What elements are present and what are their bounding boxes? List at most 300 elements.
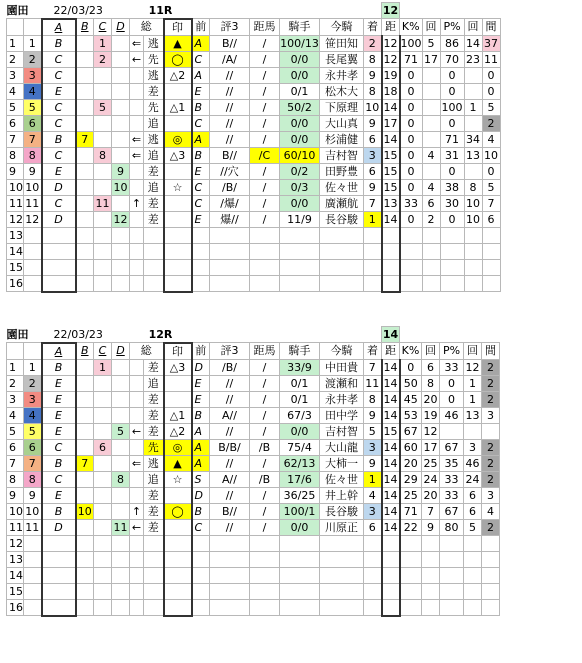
cell-no[interactable]: 1 (7, 35, 24, 51)
cell-chaku[interactable] (364, 227, 382, 243)
cell-kishu[interactable] (280, 275, 320, 292)
cell-waku[interactable] (24, 259, 42, 275)
cell-waku[interactable] (24, 551, 42, 567)
cell-mark[interactable] (164, 535, 192, 551)
cell-kyoba[interactable]: / (250, 407, 280, 423)
cell-d[interactable]: 12 (113, 212, 128, 226)
cell-k[interactable]: 0 (400, 147, 423, 163)
cell-mark[interactable] (164, 551, 192, 567)
cell-b[interactable] (76, 391, 94, 407)
cell-sou[interactable]: 差 (144, 519, 164, 535)
cell-p[interactable]: 46 (440, 407, 464, 423)
cell-mark[interactable]: △3 (164, 147, 192, 163)
cell-c[interactable]: 5 (94, 99, 112, 115)
cell-kan[interactable]: 6 (482, 211, 500, 227)
cell-kyoba[interactable]: / (250, 195, 280, 211)
cell-k[interactable]: 0 (400, 83, 423, 99)
cell-hyo[interactable] (210, 275, 250, 292)
cell-a[interactable] (42, 227, 76, 243)
cell-no[interactable]: 3 (7, 67, 24, 83)
column-header[interactable]: 評3 (210, 19, 250, 36)
cell-k[interactable]: 20 (400, 455, 422, 471)
cell-k[interactable]: 53 (400, 407, 422, 423)
cell-sou[interactable] (144, 275, 164, 292)
cell-mae[interactable] (192, 583, 210, 599)
cell-kai2[interactable] (464, 67, 482, 83)
cell-kyoba[interactable] (250, 599, 280, 616)
column-header[interactable]: 間 (482, 19, 500, 36)
cell-kai2[interactable]: 14 (466, 36, 480, 50)
column-header[interactable]: 回 (422, 19, 440, 36)
cell-arrow[interactable] (130, 211, 144, 227)
cell-kan[interactable]: 3 (482, 487, 500, 503)
cell-kan[interactable]: 2 (482, 455, 500, 471)
cell-imaki[interactable]: 川原正 (320, 519, 364, 535)
cell-kishu[interactable]: 60/10 (280, 147, 320, 163)
cell-kyori[interactable]: 14 (383, 472, 398, 486)
cell-no[interactable]: 6 (7, 439, 24, 455)
cell-d[interactable] (112, 99, 130, 115)
cell-kyori[interactable]: 17 (383, 116, 398, 130)
cell-kai2[interactable]: 1 (464, 99, 482, 115)
cell-no[interactable]: 14 (7, 243, 24, 259)
cell-kai[interactable]: 6 (422, 359, 440, 375)
cell-d[interactable] (112, 439, 130, 455)
cell-a[interactable] (42, 275, 76, 292)
cell-sou[interactable]: 差 (144, 487, 164, 503)
cell-d[interactable] (112, 83, 130, 99)
cell-imaki[interactable] (320, 259, 364, 275)
cell-b[interactable] (76, 439, 94, 455)
cell-chaku[interactable]: 9 (364, 67, 382, 83)
cell-mae[interactable] (192, 243, 210, 259)
cell-kyoba[interactable]: / (250, 115, 280, 131)
cell-no[interactable]: 7 (7, 455, 24, 471)
cell-hyo[interactable]: B/B/ (210, 439, 250, 455)
cell-a[interactable]: D (42, 179, 76, 195)
cell-kai2[interactable]: 46 (465, 456, 480, 470)
cell-kishu[interactable]: 50/2 (280, 99, 320, 115)
cell-no[interactable]: 3 (7, 391, 24, 407)
cell-arrow[interactable] (130, 407, 144, 423)
cell-chaku[interactable]: 5 (364, 423, 382, 439)
cell-p[interactable]: 70 (440, 51, 464, 67)
cell-kyori[interactable] (382, 535, 400, 551)
cell-chaku[interactable]: 8 (364, 83, 382, 99)
cell-no[interactable]: 12 (7, 535, 24, 551)
cell-a[interactable]: C (42, 99, 76, 115)
cell-imaki[interactable]: 吉村智 (320, 147, 364, 163)
cell-kai[interactable]: 8 (422, 375, 440, 391)
column-header[interactable]: B (76, 343, 94, 360)
cell-mae[interactable]: C (192, 51, 210, 67)
cell-waku[interactable]: 9 (24, 487, 42, 503)
cell-imaki[interactable]: 井上幹 (320, 487, 364, 503)
cell-mae[interactable] (192, 227, 210, 243)
cell-sou[interactable] (144, 535, 164, 551)
cell-c[interactable] (94, 423, 112, 439)
cell-b[interactable] (76, 583, 94, 599)
cell-kishu[interactable]: 0/0 (280, 195, 320, 211)
cell-waku[interactable]: 11 (24, 195, 42, 211)
column-header[interactable]: 距馬 (250, 19, 280, 36)
cell-arrow[interactable]: ↑ (130, 503, 144, 519)
cell-imaki[interactable] (320, 583, 364, 599)
cell-p[interactable]: 38 (440, 179, 464, 195)
cell-hyo[interactable]: // (210, 115, 250, 131)
cell-mark[interactable] (164, 599, 192, 616)
cell-b[interactable]: 7 (76, 131, 94, 147)
cell-mae[interactable]: E (192, 375, 210, 391)
cell-kyori[interactable]: 14 (383, 504, 398, 518)
cell-mark[interactable]: ◯ (164, 503, 192, 519)
cell-hyo[interactable]: // (210, 131, 250, 147)
cell-p[interactable]: 0 (440, 211, 464, 227)
cell-imaki[interactable]: 田野豊 (320, 163, 364, 179)
cell-d[interactable] (112, 115, 130, 131)
cell-kyori[interactable] (382, 583, 400, 599)
cell-waku[interactable] (24, 275, 42, 292)
cell-arrow[interactable] (130, 163, 144, 179)
cell-p[interactable] (440, 567, 464, 583)
cell-sou[interactable] (144, 227, 164, 243)
cell-kan[interactable]: 2 (482, 471, 500, 487)
cell-imaki[interactable] (320, 243, 364, 259)
cell-mark[interactable]: ☆ (164, 179, 192, 195)
cell-kishu[interactable]: 17/6 (280, 471, 320, 487)
cell-kishu[interactable]: 62/13 (280, 455, 320, 471)
cell-kai2[interactable]: 34 (466, 132, 480, 146)
cell-p[interactable]: 100 (441, 100, 463, 114)
cell-sou[interactable]: 差 (144, 391, 164, 407)
column-header[interactable]: 回 (464, 19, 482, 36)
column-header[interactable]: 今騎 (320, 19, 364, 36)
cell-d[interactable] (112, 147, 130, 163)
cell-mark[interactable]: △1 (164, 407, 192, 423)
cell-mae[interactable]: C (192, 195, 210, 211)
cell-arrow[interactable]: ⇐ (130, 131, 144, 147)
cell-waku[interactable]: 3 (24, 391, 42, 407)
cell-kai[interactable] (422, 551, 440, 567)
cell-chaku[interactable]: 9 (364, 455, 382, 471)
cell-k[interactable]: 0 (400, 179, 423, 195)
cell-sou[interactable] (144, 551, 164, 567)
cell-kai[interactable]: 20 (423, 392, 438, 406)
cell-sou[interactable] (144, 567, 164, 583)
cell-a[interactable] (42, 243, 76, 259)
cell-kyoba[interactable]: / (250, 519, 280, 535)
cell-kai2[interactable] (464, 551, 482, 567)
cell-waku[interactable]: 12 (24, 211, 42, 227)
cell-kan[interactable]: 5 (482, 179, 500, 195)
cell-hyo[interactable]: /爆/ (210, 195, 250, 211)
cell-imaki[interactable]: 杉浦健 (320, 131, 364, 147)
cell-k[interactable]: 45 (400, 391, 422, 407)
cell-b[interactable] (76, 423, 94, 439)
cell-a[interactable]: E (42, 163, 76, 179)
cell-no[interactable]: 15 (7, 259, 24, 275)
cell-d[interactable]: 8 (112, 471, 130, 487)
cell-mark[interactable] (164, 567, 192, 583)
cell-kan[interactable] (482, 599, 500, 616)
column-header[interactable]: P% (440, 343, 464, 360)
cell-b[interactable] (76, 195, 94, 211)
cell-kyoba[interactable] (250, 551, 280, 567)
cell-p[interactable]: 31 (440, 147, 464, 163)
cell-k[interactable] (400, 227, 423, 243)
cell-imaki[interactable]: 廣瀬航 (320, 195, 364, 211)
cell-k[interactable] (400, 259, 423, 275)
cell-chaku[interactable]: 7 (364, 195, 382, 211)
cell-sou[interactable]: 差 (144, 195, 164, 211)
cell-arrow[interactable] (130, 243, 144, 259)
cell-kai2[interactable]: 10 (466, 196, 480, 210)
cell-mark[interactable] (164, 211, 192, 227)
cell-kan[interactable]: 0 (482, 67, 500, 83)
column-header[interactable]: 回 (422, 343, 440, 360)
cell-kai[interactable] (422, 115, 440, 131)
cell-mark[interactable]: ▲ (164, 35, 192, 51)
column-header[interactable]: 騎手 (280, 19, 320, 36)
cell-imaki[interactable]: 永井孝 (320, 67, 364, 83)
cell-b[interactable] (76, 535, 94, 551)
cell-chaku[interactable]: 7 (364, 359, 382, 375)
cell-kishu[interactable] (280, 535, 320, 551)
cell-k[interactable]: 50 (400, 375, 422, 391)
cell-sou[interactable] (144, 599, 164, 616)
cell-mae[interactable]: B (192, 147, 210, 163)
cell-kyori[interactable]: 14 (383, 456, 398, 470)
cell-arrow[interactable] (130, 99, 144, 115)
cell-waku[interactable] (24, 243, 42, 259)
cell-c[interactable] (94, 519, 112, 535)
cell-kai[interactable]: 5 (422, 35, 440, 51)
cell-hyo[interactable]: /B/ (210, 359, 250, 375)
cell-chaku[interactable]: 3 (364, 503, 382, 519)
cell-a[interactable] (42, 583, 76, 599)
cell-sou[interactable]: 差 (144, 407, 164, 423)
cell-arrow[interactable]: ↑ (130, 195, 144, 211)
cell-kishu[interactable] (280, 583, 320, 599)
cell-sou[interactable] (144, 243, 164, 259)
cell-kai[interactable]: 4 (422, 179, 440, 195)
cell-no[interactable]: 12 (7, 211, 24, 227)
cell-arrow[interactable] (130, 599, 144, 616)
cell-no[interactable]: 5 (7, 423, 24, 439)
cell-kai2[interactable]: 13 (465, 408, 480, 422)
cell-kai2[interactable]: 24 (465, 472, 480, 486)
cell-c[interactable] (94, 179, 112, 195)
cell-kai2[interactable]: 10 (466, 212, 480, 226)
column-header[interactable]: 印 (164, 343, 192, 360)
cell-c[interactable] (94, 535, 112, 551)
cell-hyo[interactable]: // (210, 423, 250, 439)
cell-sou[interactable]: 逃 (144, 131, 164, 147)
cell-mae[interactable]: A (192, 67, 210, 83)
cell-d[interactable] (112, 67, 130, 83)
cell-kai[interactable] (422, 99, 440, 115)
cell-mae[interactable]: A (192, 423, 210, 439)
cell-kyoba[interactable] (250, 259, 280, 275)
cell-c[interactable] (94, 375, 112, 391)
cell-d[interactable] (112, 243, 130, 259)
cell-no[interactable]: 11 (7, 519, 24, 535)
column-header[interactable]: C (94, 19, 112, 36)
cell-mae[interactable]: D (192, 487, 210, 503)
cell-mark[interactable] (164, 83, 192, 99)
cell-imaki[interactable] (320, 227, 364, 243)
cell-kai[interactable] (422, 599, 440, 616)
cell-k[interactable]: 22 (400, 519, 422, 535)
cell-waku[interactable]: 2 (24, 375, 42, 391)
cell-hyo[interactable] (210, 227, 250, 243)
cell-hyo[interactable]: // (210, 67, 250, 83)
cell-a[interactable]: E (42, 391, 76, 407)
cell-mae[interactable] (192, 551, 210, 567)
cell-mark[interactable] (164, 163, 192, 179)
cell-hyo[interactable]: B// (210, 503, 250, 519)
cell-k[interactable] (400, 599, 422, 616)
cell-k[interactable]: 0 (400, 131, 423, 147)
cell-kyori[interactable]: 12 (383, 36, 398, 50)
cell-a[interactable]: C (42, 115, 76, 131)
cell-sou[interactable]: 追 (144, 179, 164, 195)
cell-b[interactable] (76, 51, 94, 67)
cell-hyo[interactable] (210, 535, 250, 551)
cell-no[interactable]: 15 (7, 583, 24, 599)
cell-no[interactable]: 4 (7, 407, 24, 423)
cell-kishu[interactable]: 0/2 (280, 163, 320, 179)
column-header[interactable]: 着 (364, 19, 382, 36)
cell-sou[interactable]: 先 (144, 51, 164, 67)
cell-kai[interactable]: 25 (423, 456, 438, 470)
cell-p[interactable] (440, 423, 464, 439)
cell-a[interactable]: B (42, 359, 76, 375)
cell-c[interactable] (94, 471, 112, 487)
cell-kyori[interactable]: 14 (383, 408, 398, 422)
cell-kyori[interactable]: 15 (383, 180, 398, 194)
cell-c[interactable]: 2 (94, 51, 112, 67)
column-header[interactable]: K% (400, 343, 422, 360)
cell-kan[interactable]: 0 (482, 163, 500, 179)
cell-imaki[interactable]: 大山龍 (320, 439, 364, 455)
cell-b[interactable] (76, 243, 94, 259)
cell-b[interactable] (76, 115, 94, 131)
cell-kyori[interactable]: 12 (383, 52, 398, 66)
cell-kyori[interactable] (382, 227, 400, 243)
cell-chaku[interactable]: 4 (364, 487, 382, 503)
cell-k[interactable]: 0 (400, 211, 423, 227)
cell-a[interactable] (42, 567, 76, 583)
cell-kai2[interactable]: 23 (466, 52, 480, 66)
cell-c[interactable] (94, 243, 112, 259)
cell-chaku[interactable] (364, 259, 382, 275)
cell-kai2[interactable] (464, 163, 482, 179)
cell-b[interactable] (76, 67, 94, 83)
cell-sou[interactable]: 先 (144, 99, 164, 115)
cell-arrow[interactable] (130, 375, 144, 391)
cell-kai[interactable]: 17 (424, 52, 438, 66)
cell-waku[interactable]: 5 (24, 423, 42, 439)
cell-arrow[interactable] (130, 487, 144, 503)
cell-no[interactable]: 2 (7, 375, 24, 391)
cell-p[interactable] (440, 551, 464, 567)
cell-no[interactable]: 16 (7, 599, 24, 616)
cell-hyo[interactable] (210, 567, 250, 583)
cell-no[interactable]: 8 (7, 471, 24, 487)
cell-mark[interactable]: △2 (164, 423, 192, 439)
cell-sou[interactable]: 差 (144, 211, 164, 227)
cell-kyoba[interactable] (250, 227, 280, 243)
cell-mark[interactable]: ◎ (164, 439, 192, 455)
cell-b[interactable] (76, 179, 94, 195)
cell-kyoba[interactable]: / (250, 163, 280, 179)
cell-kishu[interactable]: 0/1 (280, 375, 320, 391)
cell-mark[interactable] (164, 391, 192, 407)
cell-a[interactable]: B (42, 455, 76, 471)
column-header[interactable]: 回 (464, 343, 482, 360)
cell-d[interactable] (112, 375, 130, 391)
cell-kan[interactable] (482, 423, 500, 439)
cell-mae[interactable]: A (192, 131, 210, 147)
cell-kai2[interactable] (464, 243, 482, 259)
cell-imaki[interactable]: 下原理 (320, 99, 364, 115)
cell-a[interactable]: C (42, 51, 76, 67)
cell-b[interactable] (76, 567, 94, 583)
cell-c[interactable] (94, 407, 112, 423)
cell-a[interactable]: D (42, 211, 76, 227)
cell-imaki[interactable]: 松木大 (320, 83, 364, 99)
cell-kyoba[interactable]: / (250, 99, 280, 115)
cell-waku[interactable] (24, 583, 42, 599)
cell-imaki[interactable]: 佐々世 (320, 471, 364, 487)
cell-d[interactable] (112, 583, 130, 599)
cell-kai[interactable]: 20 (423, 488, 438, 502)
cell-mark[interactable] (164, 275, 192, 292)
cell-b[interactable] (76, 375, 94, 391)
cell-hyo[interactable] (210, 243, 250, 259)
cell-sou[interactable] (144, 259, 164, 275)
cell-b[interactable] (76, 599, 94, 616)
cell-mark[interactable]: ◯ (164, 51, 192, 67)
cell-imaki[interactable]: 永井孝 (320, 391, 364, 407)
cell-arrow[interactable] (130, 275, 144, 292)
cell-d[interactable] (112, 275, 130, 292)
cell-d[interactable] (112, 455, 130, 471)
cell-d[interactable] (112, 195, 130, 211)
cell-no[interactable]: 16 (7, 275, 24, 292)
cell-a[interactable] (42, 259, 76, 275)
cell-hyo[interactable]: /A/ (210, 51, 250, 67)
cell-k[interactable]: 0 (400, 359, 422, 375)
cell-hyo[interactable]: // (210, 519, 250, 535)
cell-kai2[interactable] (464, 423, 482, 439)
cell-hyo[interactable]: // (210, 99, 250, 115)
cell-c[interactable] (94, 163, 112, 179)
cell-kishu[interactable]: 0/0 (280, 131, 320, 147)
cell-waku[interactable]: 9 (24, 163, 42, 179)
cell-kishu[interactable]: 0/0 (280, 51, 320, 67)
cell-c[interactable] (94, 67, 112, 83)
cell-mark[interactable]: ◎ (164, 131, 192, 147)
cell-kai2[interactable]: 5 (464, 519, 482, 535)
cell-k[interactable]: 0 (400, 99, 423, 115)
cell-mae[interactable]: E (192, 391, 210, 407)
cell-mark[interactable] (164, 115, 192, 131)
cell-imaki[interactable]: 長谷駿 (320, 503, 364, 519)
column-header[interactable]: 着 (364, 343, 382, 360)
cell-arrow[interactable] (130, 471, 144, 487)
